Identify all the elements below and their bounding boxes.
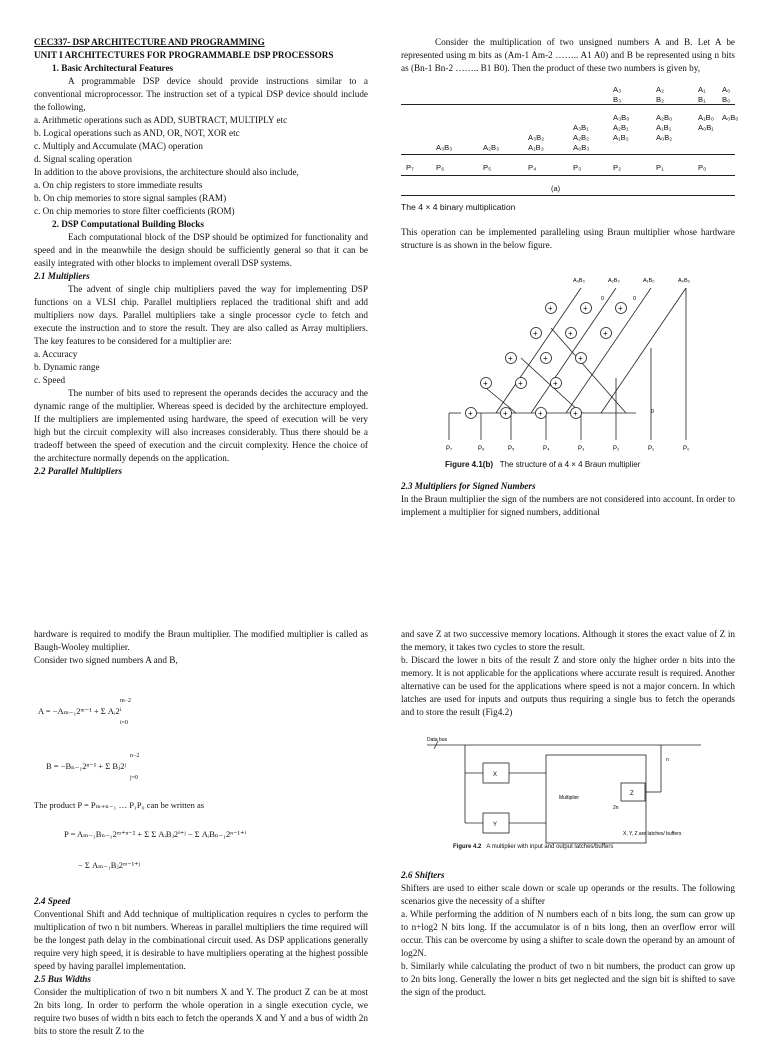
adder-plus-glyph: + xyxy=(503,409,508,418)
section-2-heading: 2. DSP Computational Building Blocks xyxy=(52,219,204,229)
product-intro: The product P = Pₘ₊ₙ₋₁ … P₁P₀ can be written as xyxy=(34,800,205,810)
bus-width-n-label: n xyxy=(666,757,669,763)
list-item: b. On chip memories to store signal samples (RAM) xyxy=(34,193,227,203)
fig42-caption xyxy=(453,841,613,854)
table-cell: A₂ xyxy=(656,85,665,94)
table-cell: A₁B₃ xyxy=(528,143,544,152)
section-2-1-paragraph: The advent of single chip multipliers paved the way for implementing DSP functions on a VLSI chip. Parallel multipliers replaced the traditional shift and add multipliers now days. Parallel multipliers take a single processor cycle to fetch and execute the instruction and to store the result. They are also called as Array multipliers. The key features to be considered for a multiplier are: xyxy=(34,284,368,346)
braun-top-label: A₂B₀ xyxy=(608,278,620,284)
multiplier-label: Multiplier xyxy=(559,795,580,801)
braun-output-label: P₄ xyxy=(543,446,550,452)
table-cell: A₂B₁ xyxy=(613,123,629,132)
list-item: a. Arithmetic operations such as ADD, SUBTRACT, MULTIPLY etc xyxy=(34,115,288,125)
adder-plus-glyph: + xyxy=(518,379,523,388)
section-2-4-paragraph: Conventional Shift and Add technique of multiplication requires n cycles to perform the multiplication of two n bit numbers. Whereas in parallel multipliers the time required will be the longest path delay in the combinational circuit used. As DSP applications generally require very high speed, it is desirable to have multipliers operating at the highest possible speed by having parallel implementation. xyxy=(34,909,368,971)
braun-output-label: P₆ xyxy=(478,446,485,452)
latch-x-label: X xyxy=(493,772,498,778)
braun-adders xyxy=(466,303,627,419)
list-item: c. Speed xyxy=(34,375,66,385)
equation-p-line-1: P = Aₘ₋₁Bₙ₋₁2ᵐ⁺ⁿ⁻² + Σ Σ AᵢBⱼ2ⁱ⁺ʲ − Σ AᵢBₙ₋₁2ⁿ⁻¹⁺ⁱ xyxy=(64,829,247,839)
list-item: a. On chip registers to store immediate results xyxy=(34,180,203,190)
braun-output-label: P₂ xyxy=(613,446,620,452)
binary-multiplication-table xyxy=(401,83,739,173)
section-2-6-paragraph-1: Shifters are used to either scale down or scale up operands or the results. The following scenarios give the necessity of a shifter xyxy=(401,883,735,906)
table-cell: B₀ xyxy=(722,95,731,104)
list-item: c. On chip memories to store filter coefficients (ROM) xyxy=(34,206,235,216)
column-2 xyxy=(401,36,739,519)
braun-caption xyxy=(445,458,640,471)
data-bus-label: Data bus xyxy=(427,737,448,743)
braun-multiplier-figure xyxy=(401,258,735,478)
table-cell: A₃B₂ xyxy=(528,133,545,142)
adder-plus-glyph: + xyxy=(603,329,608,338)
table-cell: P₀ xyxy=(698,163,707,172)
section-2-3-heading: 2.3 Multipliers for Signed Numbers xyxy=(401,481,536,491)
braun-wiring xyxy=(449,288,686,440)
table-cell: P₇ xyxy=(406,163,414,172)
adder-plus-glyph: + xyxy=(573,409,578,418)
braun-output-labels xyxy=(446,296,690,452)
braun-output-label: P₀ xyxy=(683,446,690,452)
table-cell: A₀ xyxy=(722,85,731,94)
equation-a xyxy=(38,705,121,718)
adder-plus-glyph: + xyxy=(533,329,538,338)
equation-a-lower-limit: i=0 xyxy=(120,720,129,726)
braun-top-label: A₀B₀ xyxy=(678,278,690,284)
column-4 xyxy=(401,628,735,999)
binary-multiplication-figure xyxy=(401,83,739,211)
latch-y-label: Y xyxy=(493,822,498,828)
table-cell: P₄ xyxy=(528,163,537,172)
table-cell: A₃ xyxy=(613,85,622,94)
table-cell: B₂ xyxy=(656,95,665,104)
table-cell: A₃B₃ xyxy=(436,143,453,152)
table-cell: A₂B₂ xyxy=(573,133,590,142)
col2-paragraph-2: This operation can be implemented paralleling using Braun multiplier whose hardware structure is as shown in the below figure. xyxy=(401,227,735,250)
list-item: c. Multiply and Accumulate (MAC) operation xyxy=(34,141,203,151)
fig42-caption-text: A multiplier with input and output latches/buffers xyxy=(486,844,614,850)
equation-a-text: A = −Aₘ₋₁2ᵐ⁻¹ + Σ Aᵢ2ⁱ xyxy=(38,706,122,716)
table-cell: A₁B₀ xyxy=(698,113,714,122)
braun-output-label: P₅ xyxy=(508,446,515,452)
equation-b-text: B = −Bₙ₋₁2ⁿ⁻¹ + Σ Bⱼ2ʲ xyxy=(46,761,126,771)
table-cell: P₃ xyxy=(573,163,582,172)
col3-paragraph-1: hardware is required to modify the Braun multiplier. The modified multiplier is called as Baugh-Wooley multiplier. xyxy=(34,629,368,652)
table-cell: A₀B₂ xyxy=(656,133,673,142)
braun-caption-number: Figure 4.1(b) xyxy=(445,460,494,469)
column-3 xyxy=(34,628,368,1038)
col4-paragraph-1: and save Z at two successive memory locations. Although it stores the exact value of Z in the memory, it takes two cycles to store the result. xyxy=(401,629,735,652)
section-1-paragraph-2: In addition to the above provisions, the architecture should also include, xyxy=(34,167,299,177)
list-item: b. Dynamic range xyxy=(34,362,100,372)
braun-output-label: P₁ xyxy=(648,446,655,452)
latch-multiplier-diagram xyxy=(401,733,735,845)
list-item: b. Logical operations such as AND, OR, NOT, XOR etc xyxy=(34,128,240,138)
section-2-paragraph: Each computational block of the DSP should be optimized for functionality and speed and in the meanwhile the design should be sufficiently general so that it can be easily integrated with other blocks to implement overall DSP systems. xyxy=(34,232,368,268)
col4-paragraph-2: b. Discard the lower n bits of the result Z and store only the higher order n bits into the memory. It is not applicable for the applications where accurate result is required. Another alternative can be used for the applications where speed is not a major concern. In which latches are used for inputs and outputs thus requiring a single bus to fetch the operands and to store the result (Fig4.2) xyxy=(401,655,735,717)
latches-note: X, Y, Z are latches/ buffers xyxy=(623,831,682,837)
unit-title: UNIT I ARCHITECTURES FOR PROGRAMMABLE DSP PROCESSORS xyxy=(34,50,334,60)
braun-output-label: P₇ xyxy=(446,446,453,452)
table-cell: A₁ xyxy=(698,85,706,94)
fig42-caption-number: Figure 4.2 xyxy=(453,844,482,850)
braun-top-label: A₃B₀ xyxy=(573,278,585,284)
table-cell: P₁ xyxy=(656,163,664,172)
adder-plus-glyph: + xyxy=(568,329,573,338)
list-item: a. Accuracy xyxy=(34,349,78,359)
section-2-4-heading: 2.4 Speed xyxy=(34,896,71,906)
table-cell: A₀B₀ xyxy=(722,113,739,122)
braun-top-label: A₁B₀ xyxy=(643,278,655,284)
table-cell: A₂B₀ xyxy=(656,113,673,122)
table-cell: B₃ xyxy=(613,95,622,104)
table-cell: A₀B₃ xyxy=(573,143,590,152)
column-1 xyxy=(34,36,368,478)
section-2-5-heading: 2.5 Bus Widths xyxy=(34,974,91,984)
equation-b xyxy=(46,760,126,773)
section-2-2-heading: 2.2 Parallel Multipliers xyxy=(34,466,123,476)
adder-plus-glyph: + xyxy=(508,354,513,363)
table-cell: A₂B₃ xyxy=(483,143,500,152)
equations-block xyxy=(34,667,368,870)
adder-plus-glyph: + xyxy=(543,354,548,363)
table-cell: A₀B₁ xyxy=(698,123,714,132)
course-title: CEC337- DSP ARCHITECTURE AND PROGRAMMING xyxy=(34,37,265,47)
table-cell: P₆ xyxy=(436,163,445,172)
latch-multiplier-figure xyxy=(401,733,735,857)
equation-b-lower-limit: j=0 xyxy=(130,775,139,781)
adder-plus-glyph: + xyxy=(548,304,553,313)
table-cell: A₁B₁ xyxy=(656,123,672,132)
adder-plus-glyph: + xyxy=(618,304,623,313)
section-1-paragraph: A programmable DSP device should provide instructions similar to a conventional microprocessor. The instruction set of a typical DSP device should include the following, xyxy=(34,76,368,112)
section-2-3-paragraph: In the Braun multiplier the sign of the numbers are not considered into account. In order to implement a multiplier for signed numbers, additional xyxy=(401,494,735,517)
section-2-6-paragraph-2: a. While performing the addition of N numbers each of n bits long, the sum can grow up to n+log2 N bits long. If the accumulator is of n bits long, then an overflow error will occur. This can be overcome by using a shifter to scale down the operand by an amount of log2N. xyxy=(401,909,735,958)
adder-plus-glyph: + xyxy=(483,379,488,388)
adder-plus-glyph: + xyxy=(553,379,558,388)
braun-top-labels xyxy=(573,278,690,284)
col3-paragraph-2: Consider two signed numbers A and B, xyxy=(34,655,178,665)
adder-plus-glyph: + xyxy=(578,354,583,363)
table-caption: The 4 × 4 binary multiplication xyxy=(401,202,516,212)
adder-plus-glyph: + xyxy=(583,304,588,313)
adder-plus-glyph: + xyxy=(538,409,543,418)
table-label: (a) xyxy=(551,184,561,193)
adder-plus-glyph: + xyxy=(468,409,473,418)
section-2-5-paragraph: Consider the multiplication of two n bit numbers X and Y. The product Z can be at most 2n bits long. In order to perform the whole operation in a single execution cycle, we require two buses of width n bits each to fetch the operands X and Y and a bus of width 2n bits to store the result Z to the xyxy=(34,987,368,1036)
table-cell: A₃B₀ xyxy=(613,113,630,122)
braun-zero-input: 0 xyxy=(601,296,605,302)
section-2-1-paragraph-2: The number of bits used to represent the operands decides the accuracy and the dynamic range of the multiplier. Whereas speed is decided by the architecture employed. If the multipliers are implemented using hardware, the speed of execution will be very high but the circuit complexity will also increases considerably. Thus there should be a tradeoff between the speed of execution and the circuit complexity. Hence the choice of the architecture normally depends on the application. xyxy=(34,388,368,463)
table-cell: B₁ xyxy=(698,95,706,104)
section-2-6-heading: 2.6 Shifters xyxy=(401,870,445,880)
section-2-6-paragraph-3: b. Similarly while calculating the product of two n bit numbers, the product can grow up to 2n bits long. Generally the lower n bits get neglected and the sign bit is shifted to save the sign of the product. xyxy=(401,961,735,997)
equation-p-line-2: − Σ Aₘ₋₁Bⱼ2ᵐ⁻¹⁺ʲ xyxy=(78,860,140,870)
braun-output-label: P₃ xyxy=(578,446,585,452)
braun-zero-input: 0 xyxy=(651,409,655,415)
section-2-1-heading: 2.1 Multipliers xyxy=(34,271,90,281)
table-cell: P₂ xyxy=(613,163,622,172)
equation-a-upper-limit: m−2 xyxy=(120,698,132,704)
braun-zero-input: 0 xyxy=(633,296,637,302)
col2-paragraph-1: Consider the multiplication of two unsigned numbers A and B. Let A be represented using m bits as (Am-1 Am-2 …….. A1 A0) and B be represented using n bits as (Bn-1 Bn-2 …….. B1 B0). Then the product of these two numbers is given by, xyxy=(401,37,735,73)
caption-rule xyxy=(401,195,735,196)
braun-multiplier-diagram xyxy=(401,258,735,458)
braun-caption-text: The structure of a 4 × 4 Braun multiplier xyxy=(499,460,641,469)
equation-b-upper-limit: n−2 xyxy=(130,753,140,759)
table-rule-end xyxy=(401,175,735,176)
table-cell: A₃B₁ xyxy=(573,123,589,132)
latch-z-label: Z xyxy=(630,791,634,797)
table-cell: A₁B₂ xyxy=(613,133,629,142)
list-item: d. Signal scaling operation xyxy=(34,154,132,164)
two-n-label: 2n xyxy=(613,805,619,811)
section-1-heading: 1. Basic Architectural Features xyxy=(52,63,174,73)
table-cell: P₅ xyxy=(483,163,492,172)
